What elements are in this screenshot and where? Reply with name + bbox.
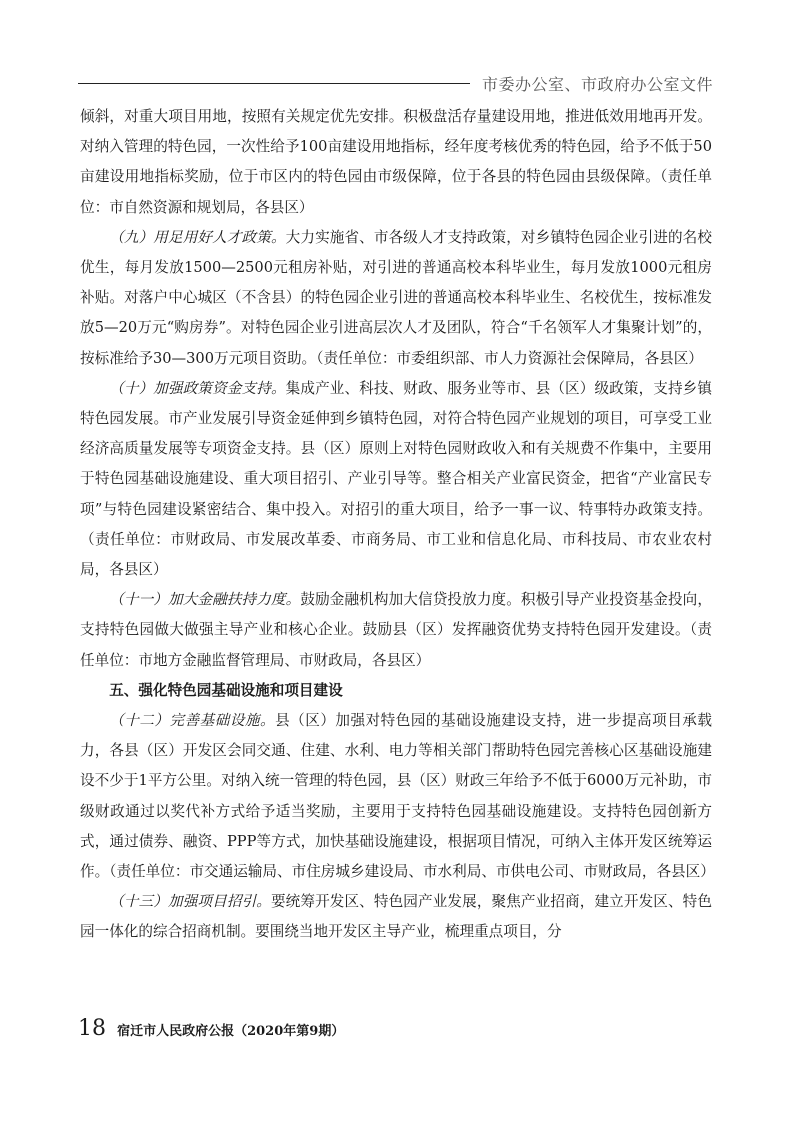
paragraph-text: 县（区）加强对特色园的基础设施建设支持，进一步提高项目承载力，各县（区）开发区会同交通、住建、水利、电力等相关部门帮助特色园完善核心区基础设施建设不少于1平方公里。对纳入统一管理的特色园，县（区）财政三年给予不低于6000万元补助，市级财政通过以奖代补方式给予适当奖励，主要用于支持特色园基础设施建设。支持特色园创新方式，通过债券、融资、PPP等方式，加快基础设施建设，根据项目情况，可纳入主体开发区统筹运作。（责任单位：市交通运输局、市住房城乡建设局、市水利局、市供电公司、市财政局，各县区） (80, 712, 715, 881)
journal-title: 宿迁市人民政府公报（2020年第9期） (117, 1024, 345, 1039)
section-heading: 五、强化特色园基础设施和项目建设 (109, 681, 343, 699)
paragraph-lead: （十）加强政策资金支持。 (109, 379, 286, 397)
paragraph (80, 223, 712, 374)
page-footer (78, 1016, 344, 1041)
paragraph (80, 887, 712, 947)
paragraph (80, 585, 712, 676)
paragraph-text: 鼓励金融机构加大信贷投放力度。积极引导产业投资基金投向，支持特色园做大做强主导产业和核心企业。鼓励县（区）发挥融资优势支持特色园开发建设。（责任单位：市地方金融监督管理局、市财政局，各县区） (80, 591, 712, 669)
paragraph (80, 102, 712, 223)
paragraph-lead: （十二）完善基础设施。 (109, 712, 276, 730)
paragraph-text: 大力实施省、市各级人才支持政策，对乡镇特色园企业引进的名校优生，每月发放1500—2500元租房补贴，对引进的普通高校本科毕业生，每月发放1000元租房补贴。对落户中心城区（不含县）的特色园企业引进的普通高校本科毕业生、名校优生，按标准发放5—20万元“购房券”。对特色园企业引进高层次人才及团队，符合“千名领军人才集聚计划”的，按标准给予30—300万元项目资助。（责任单位：市委组织部、市人力资源社会保障局，各县区） (80, 228, 712, 367)
paragraph (80, 706, 715, 887)
page-number: 18 (78, 1016, 106, 1041)
header-rule (78, 83, 470, 84)
paragraph-lead: （十一）加大金融扶持力度。 (109, 591, 301, 609)
paragraph-lead: （九）用足用好人才政策。 (109, 228, 286, 246)
paragraph-text: 要统筹开发区、特色园产业发展，聚焦产业招商，建立开发区、特色园一体化的综合招商机制。要围绕当地开发区主导产业，梳理重点项目，分 (80, 893, 712, 941)
paragraph (80, 374, 712, 585)
paragraph-text: 集成产业、科技、财政、服务业等市、县（区）级政策，支持乡镇特色园发展。市产业发展引导资金延伸到乡镇特色园，对符合特色园产业规划的项目，可享受工业经济高质量发展等专项资金支持。县（区）原则上对特色园财政收入和有关规费不作集中，主要用于特色园基础设施建设、重大项目招引、产业引导等。整合相关产业富民资金，把省“产业富民专项”与特色园建设紧密结合、集中投入。对招引的重大项目，给予一事一议、特事特办政策支持。（责任单位：市财政局、市发展改革委、市商务局、市工业和信息化局、市科技局、市农业农村局，各县区） (80, 379, 712, 579)
running-header: 市委办公室、市政府办公室文件 (482, 75, 714, 94)
document-body (80, 102, 715, 948)
paragraph-lead: （十三）加强项目招引。 (109, 893, 271, 911)
paragraph-text: 倾斜，对重大项目用地，按照有关规定优先安排。积极盘活存量建设用地，推进低效用地再开发。对纳入管理的特色园，一次性给予100亩建设用地指标，经年度考核优秀的特色园，给予不低于50亩建设用地指标奖励，位于市区内的特色园由市级保障，位于各县的特色园由县级保障。（责任单位：市自然资源和规划局，各县区） (80, 108, 712, 216)
